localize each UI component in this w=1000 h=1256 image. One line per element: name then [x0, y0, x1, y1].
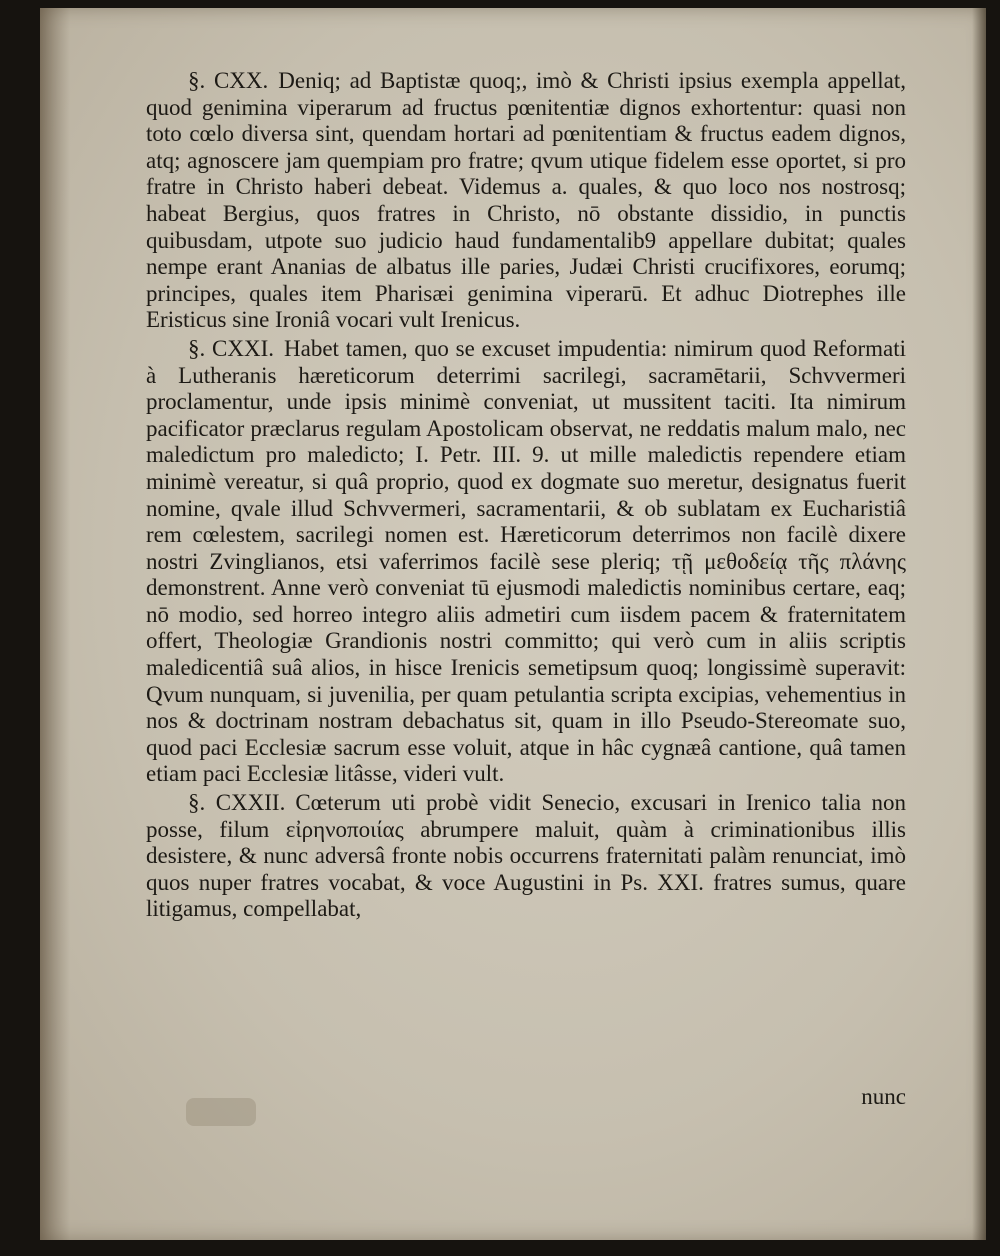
paragraph-text: Cœterum uti probè vidit Senecio, excusari in Irenico talia non posse, filum εἰρηνοποιίας abrumpere maluit, quàm à criminationibus illis desistere, & nunc adversâ fronte nobis occurrens fraternitati palàm renunciat, imò quos nuper fratres vocabat, & voce Augustini in Ps. XXI. fratres sumus, quare litigamus, compellabat, — [146, 790, 906, 922]
section-number: §. CXX. — [188, 68, 269, 93]
ink-blot — [186, 1098, 256, 1126]
paragraph-cxxii — [146, 790, 906, 923]
page-binding-shadow — [40, 8, 70, 1240]
paragraph-cxx — [146, 68, 906, 334]
page-text — [146, 68, 906, 923]
section-number: §. CXXI. — [188, 335, 274, 361]
paragraph-text: Habet tamen, quo se excuset impudentia: nimirum quod Reformati à Lutheranis hæreticorum deterrimi sacrilegi, sacramētarii, Schvvermeri proclamentur, unde ipsis minimè conveniat, ut mussitent taciti. Ita nimirum pacificator præclarus regulam Apostolicam observat, ne reddatis malum malo, nec maledictum pro maledicto; I. Petr. III. 9. ut mille maledictis rependere etiam minimè vereatur, si quâ proprio, quod ex dogmate suo meretur, designatus fuerit nomine, qvale illud Schvvermeri, sacramentarii, & ob sublatam ex Eucharistiâ rem cœlestem, sacrilegi nomen est. Hæreticorum deterrimos non facilè dixere nostri Zvinglianos, etsi vaferrimos facilè sese pleriq; τῇ μεθοδείᾳ τῆς πλάνης demonstrent. Anne verò conveniat tū ejusmodi maledictis nominibus certare, eaq; nō modio, sed horreo integro aliis admetiri cum iisdem pacem & fraternitatem offert, Theologiæ Grandionis nostri committo; qui verò cum in aliis scriptis maledicentiâ suâ alios, in hisce Irenicis semetipsum quoq; longissimè superavit: Qvum nunquam, si juvenilia, per quam petulantia scripta excipias, vehementius in nos & doctrinam nostram debachatus sit, quam in illo Pseudo-Stereomate suo, quod paci Ecclesiæ sacrum esse voluit, atque in hâc cygnæâ cantione, quâ tamen etiam paci Ecclesiæ litâsse, videri vult. — [146, 335, 906, 787]
paragraph-text: Deniq; ad Baptistæ quoq;, imò & Christi ipsius exempla appellat, quod genimina viperarum ad fructus pœnitentiæ dignos exhortentur: quasi non toto cœlo diversa sint, quendam hortari ad pœnitentiam & fructus eadem dignos, atq; agnoscere jam quempiam pro fratre; qvum utique fidelem esse oportet, si pro fratre in Christo haberi debeat. Videmus a. quales, & quo loco nos nostrosq; habeat Bergius, quos fratres in Christo, nō obstante dissidio, in punctis quibusdam, utpote suo judicio haud fundamentalib9 appellare dubitat; quales nempe erant Ananias de albatus ille paries, Judæi Christi crucifixores, eorumq; principes, quales item Pharisæi genimina viperarū. Et adhuc Diotrephes ille Eristicus sine Ironiâ vocari vult Irenicus. — [146, 68, 906, 333]
catchword: nunc — [861, 1084, 906, 1109]
page-edge-shadow — [972, 8, 986, 1240]
section-number: §. CXXII. — [188, 790, 286, 816]
paragraph-cxxi — [146, 336, 906, 788]
